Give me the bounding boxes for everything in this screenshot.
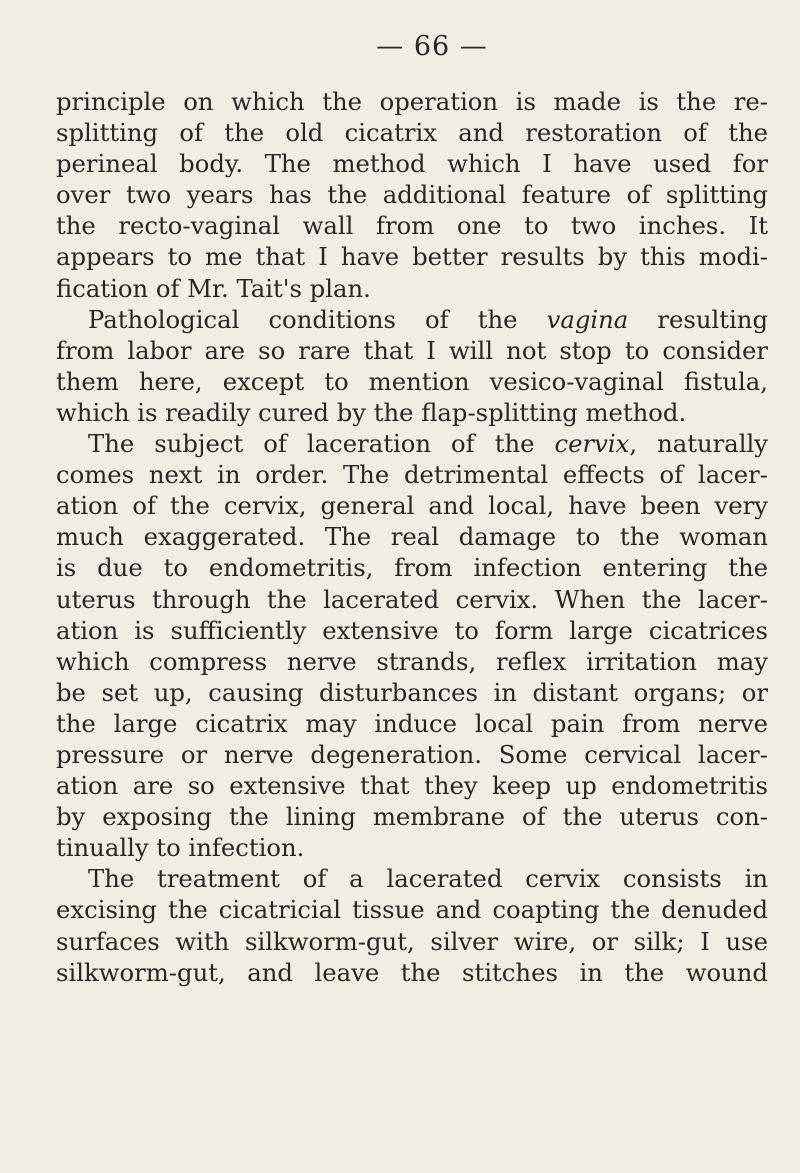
text-line: surfaces with silkworm-gut, silver wire, or silk; I use bbox=[56, 926, 768, 956]
text-line: which compress nerve strands, reflex irritation may bbox=[56, 646, 768, 676]
text-line: The treatment of a lacerated cervix consists in bbox=[88, 864, 768, 894]
text-line: is due to endometritis, from infection entering the bbox=[56, 553, 768, 583]
text-line: comes next in order. The detrimental effects of lacer- bbox=[56, 460, 768, 490]
text-line: fication of Mr. Tait's plan. bbox=[56, 273, 371, 303]
text-line: tinually to infection. bbox=[56, 833, 305, 863]
text-line: appears to me that I have better results by this modi- bbox=[56, 242, 768, 272]
text-line: perineal body. The method which I have used for bbox=[56, 149, 768, 179]
text-line: pressure or nerve degeneration. Some cervical lacer- bbox=[56, 739, 768, 769]
text-line: The subject of laceration of the cervix, naturally bbox=[88, 429, 768, 459]
text-line: be set up, causing disturbances in distant organs; or bbox=[56, 677, 768, 707]
italic-term: cervix bbox=[554, 429, 630, 459]
text-line: uterus through the lacerated cervix. When the lacer- bbox=[56, 584, 768, 614]
text-line: much exaggerated. The real damage to the woman bbox=[56, 522, 768, 552]
page-number: — 66 — bbox=[376, 31, 488, 62]
italic-term: vagina bbox=[546, 304, 629, 334]
text-line: ation are so extensive that they keep up endometritis bbox=[56, 771, 768, 801]
text-line: splitting of the old cicatrix and restoration of the bbox=[56, 118, 768, 148]
text-line: from labor are so rare that I will not stop to consider bbox=[56, 335, 768, 365]
paragraph-2 bbox=[56, 304, 768, 428]
text-line: silkworm-gut, and leave the stitches in the wound bbox=[56, 957, 768, 987]
text-line: ation of the cervix, general and local, have been very bbox=[56, 491, 768, 521]
text-line: the recto-vaginal wall from one to two inches. It bbox=[56, 211, 768, 241]
text-line: by exposing the lining membrane of the uterus con- bbox=[56, 802, 768, 832]
document-page bbox=[56, 30, 768, 988]
paragraph-3 bbox=[56, 428, 768, 863]
text-line: principle on which the operation is made is the re- bbox=[56, 87, 768, 116]
text-line: which is readily cured by the flap-splitting method. bbox=[56, 397, 687, 427]
text-line: the large cicatrix may induce local pain from nerve bbox=[56, 708, 768, 738]
paragraph-1 bbox=[56, 86, 768, 304]
text-line: excising the cicatricial tissue and coapting the denuded bbox=[56, 895, 768, 925]
text-line: them here, except to mention vesico-vaginal fistula, bbox=[56, 366, 768, 396]
text-line: Pathological conditions of the vagina resulting bbox=[88, 304, 768, 334]
paragraph-4 bbox=[56, 863, 768, 987]
text-line: over two years has the additional feature of splitting bbox=[56, 180, 768, 210]
text-line: ation is sufficiently extensive to form large cicatrices bbox=[56, 615, 768, 645]
